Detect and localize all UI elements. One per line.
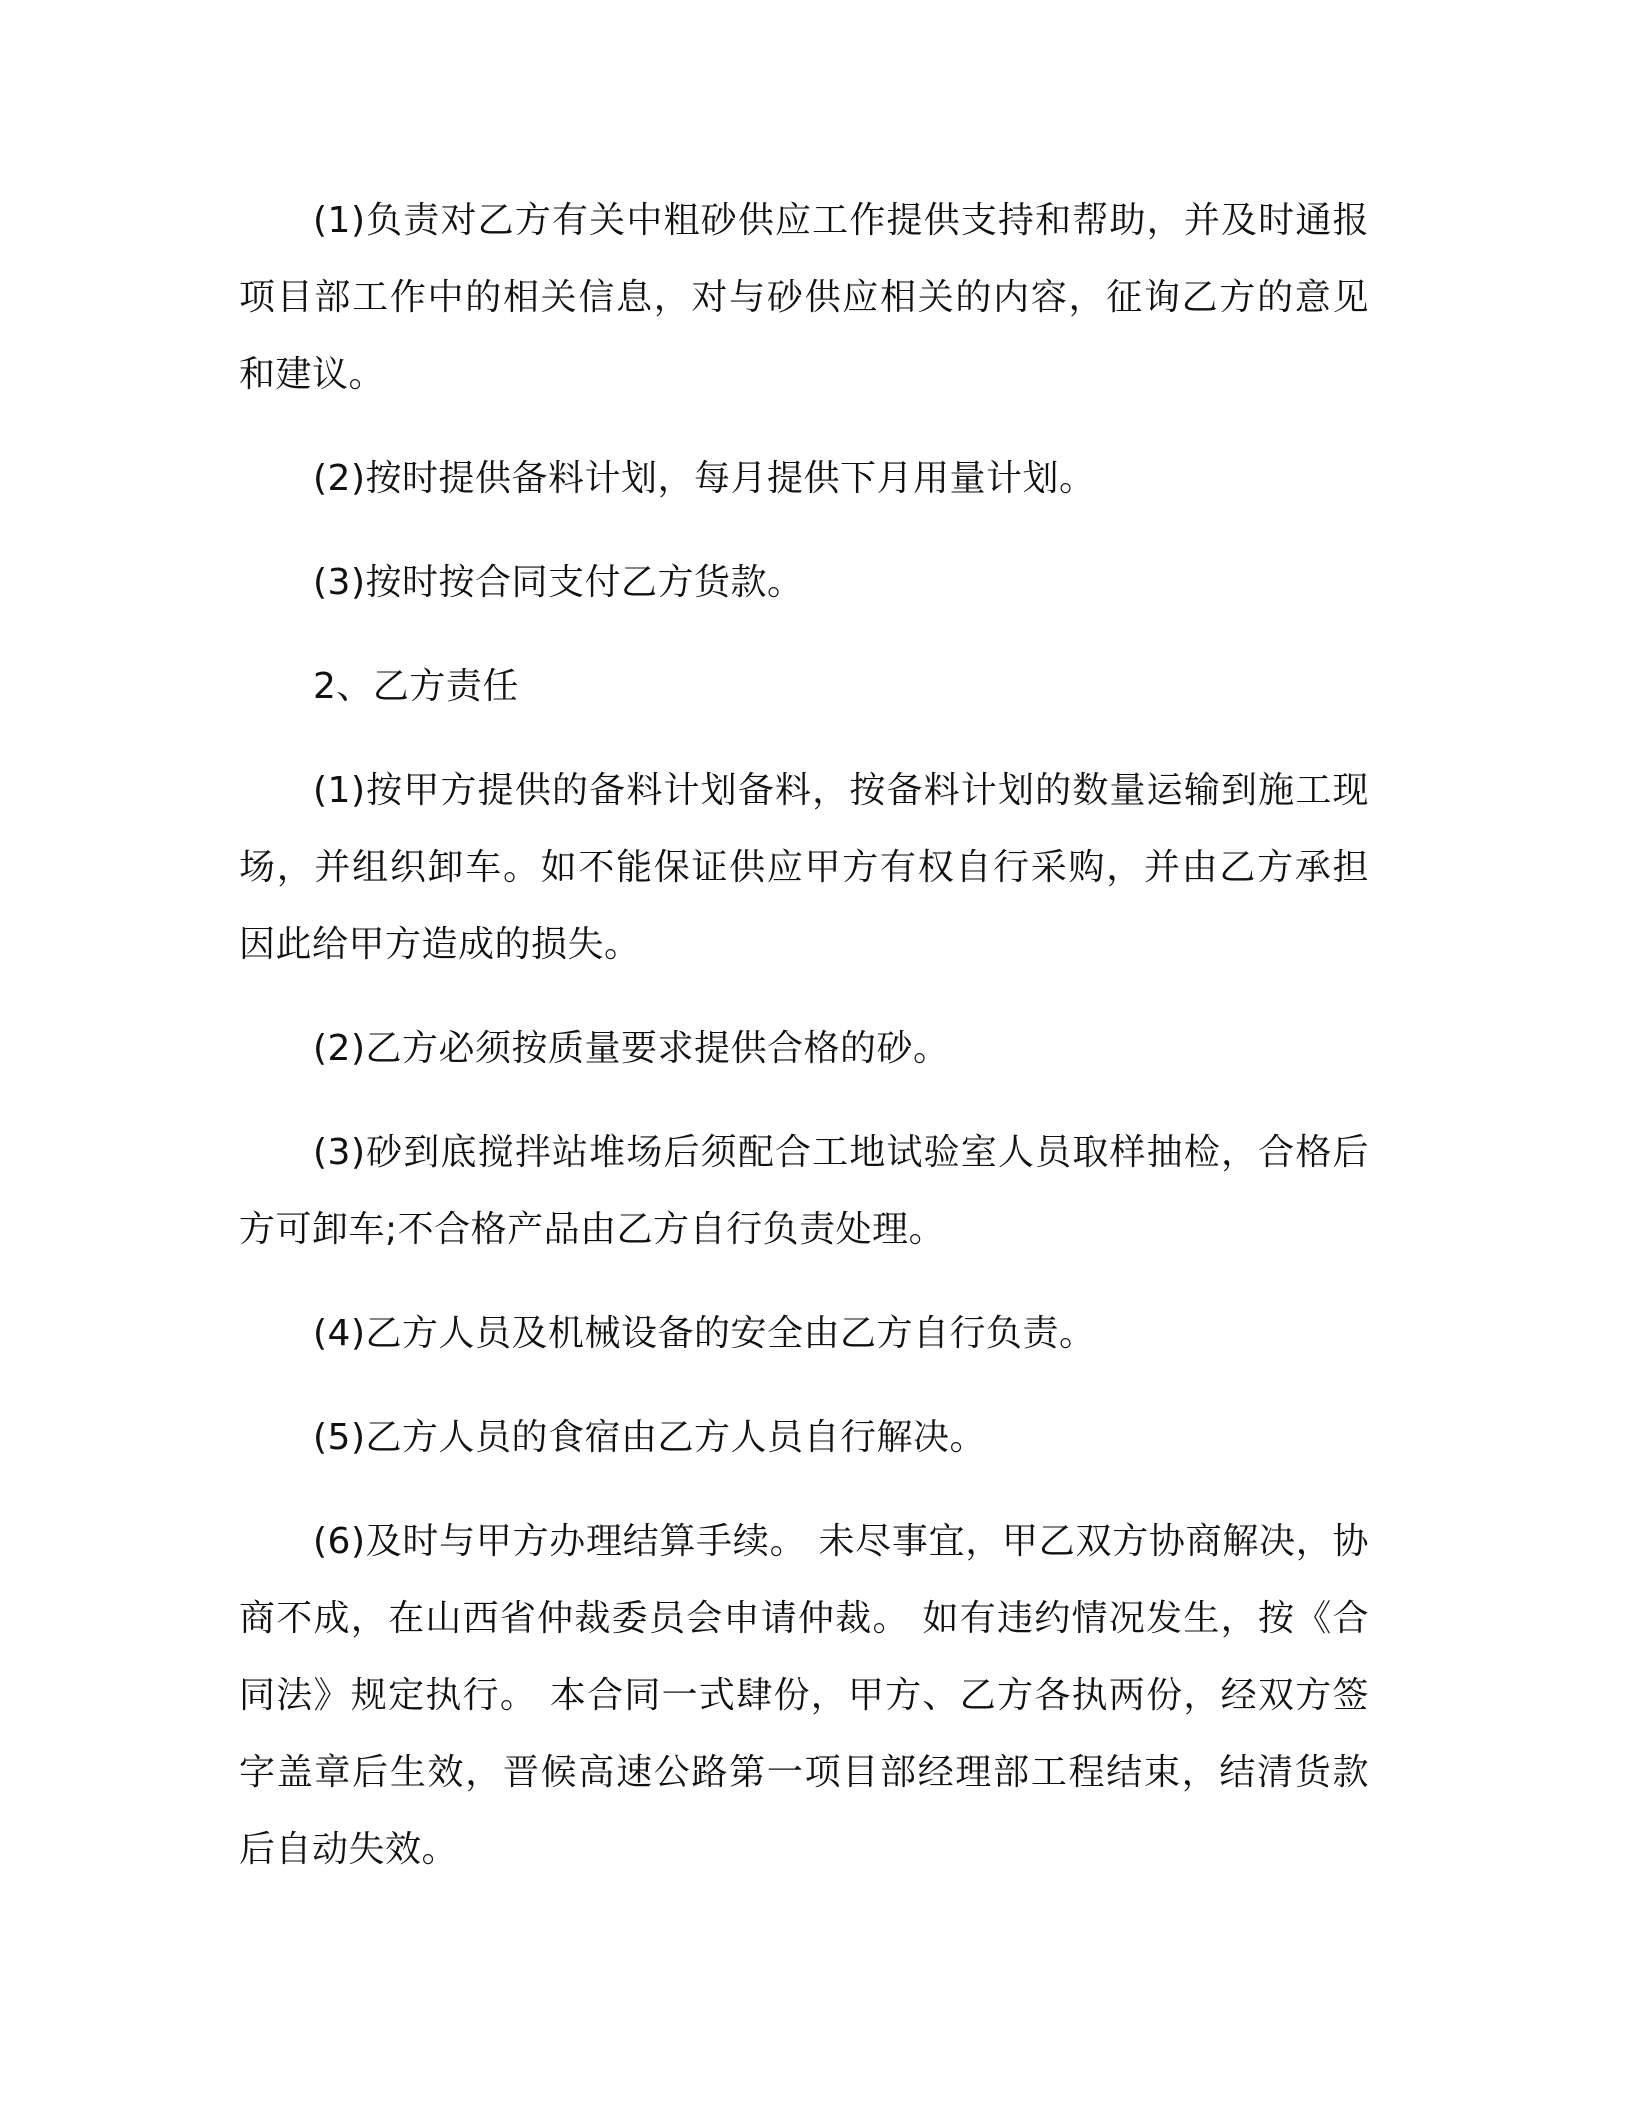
paragraph-party-b-duty-5: (5)乙方人员的食宿由乙方人员自行解决。 (313, 1417, 986, 1458)
paragraph-party-a-duty-2: (2)按时提供备料计划，每月提供下月用量计划。 (313, 458, 1096, 499)
paragraph-party-b-duty-6: (6)及时与甲方办理结算手续。 未尽事宜，甲乙双方协商解决，协商不成，在山西省仲裁委员会申请仲裁。 如有违约情况发生，按《合同法》规定执行。 本合同一式肆份，甲方、乙方各执两份，经双方签字盖章后生效，晋候高速公路第一项目部经理部工程结束，结清货款后自动失效。 (239, 1521, 1369, 1870)
paragraph-party-b-duty-1: (1)按甲方提供的备料计划备料，按备料计划的数量运输到施工现场，并组织卸车。如不能保证供应甲方有权自行采购，并由乙方承担因此给甲方造成的损失。 (239, 770, 1369, 965)
paragraph-party-b-duty-4: (4)乙方人员及机械设备的安全由乙方自行负责。 (313, 1313, 1096, 1354)
section-heading-party-b-responsibility: 2、乙方责任 (313, 666, 519, 707)
paragraph-party-b-duty-2: (2)乙方必须按质量要求提供合格的砂。 (313, 1028, 950, 1069)
paragraph-party-a-duty-3: (3)按时按合同支付乙方货款。 (313, 562, 804, 603)
paragraph-party-b-duty-3: (3)砂到底搅拌站堆场后须配合工地试验室人员取样抽检，合格后方可卸车;不合格产品由乙方自行负责处理。 (239, 1132, 1369, 1250)
paragraph-party-a-duty-1: (1)负责对乙方有关中粗砂供应工作提供支持和帮助，并及时通报项目部工作中的相关信息，对与砂供应相关的内容，征询乙方的意见和建议。 (239, 200, 1369, 395)
document-body (239, 182, 1369, 1888)
